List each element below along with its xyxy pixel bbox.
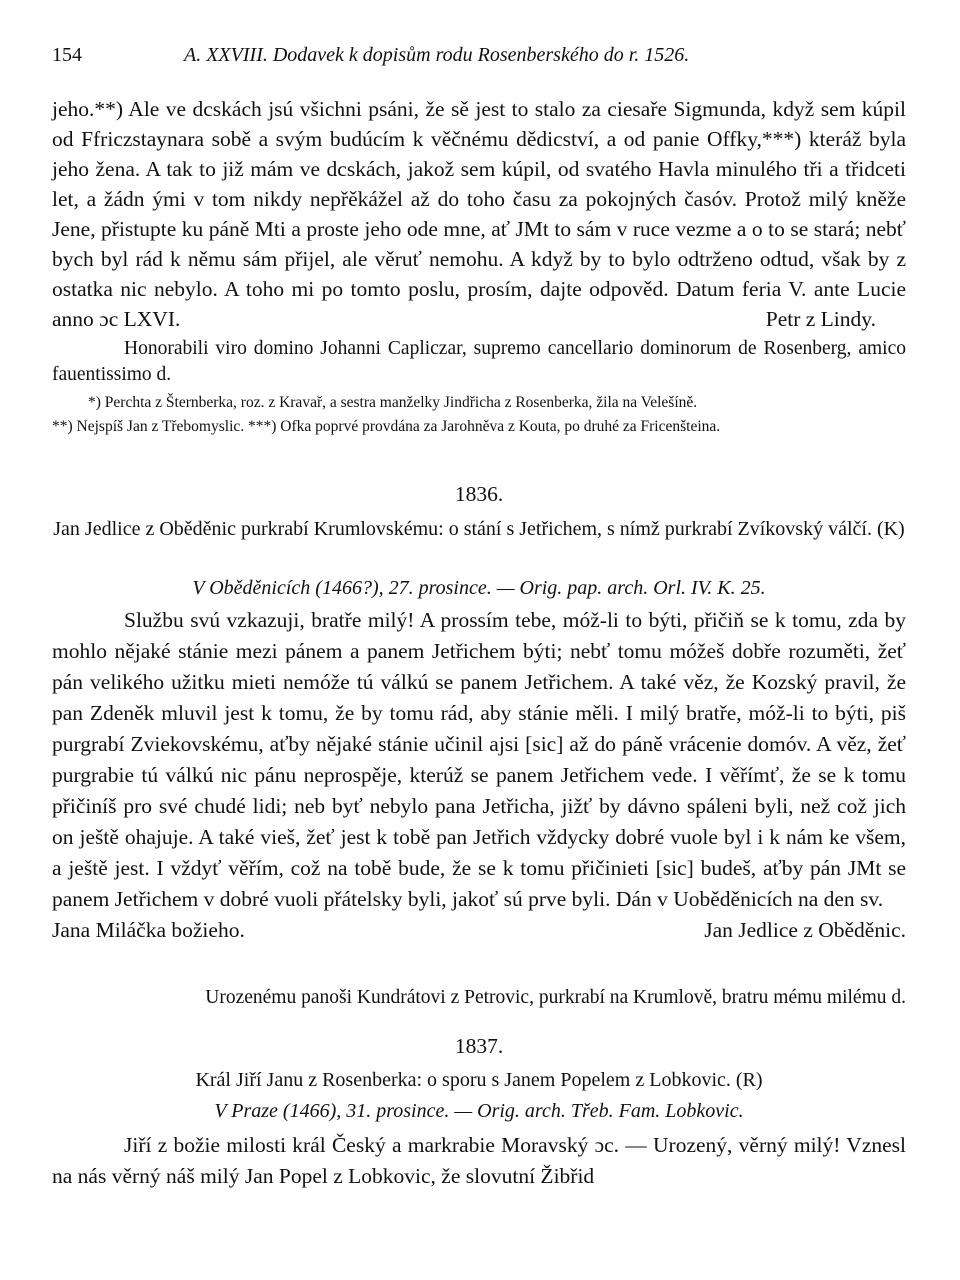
- document-body-1836: Službu svú vzkazuji, bratře milý! A prossím tebe, móž-li to býti, přičiň se k tomu, zda by mohlo nějaké stánie mezi pánem a panem Jetřichem býti; nebť tomu móžeš dobře rozuměti, žeť pán velikého užitku mieti nemóže tú válkú se panem Jetřichem. A také věz, že Kozský pravil, že pan Zdeněk mluvil jest k tomu, že by tomu rád, aby stánie měli. I milý bratře, móž-li to býti, piš purgrabí Zviekovskému, aťby nějaké stánie učinil ajsi [sic] až do páně vrácenie domóv. A věz, žeť purgrabie tú válkú nic pánu neprospěje, kterúž se panem Jetřichem vede. I věřímť, že se k tomu přičiníš pro své chudé lidi; neb byť nebylo pana Jetřicha, jižť by dávno spáleni byli, než což jich on ještě ohajuje. A také vieš, žeť jest k tobě pan Jetřich vždycky dobré vuole byl i k nám ke všem, a ještě jest. I vždyť věřím, což na tobě bude, že se k tomu přičinieti [sic] budeš, aťby pán JMt se panem Jetřichem v dobré vuoli přátelsky byli, jakoť sú prve byli. Dán v Uoběděnicích na den sv. Jana Miláčka božieho. Jan Jedlice z Oběděnic.: [52, 605, 906, 946]
- running-title: A. XXVIII. Dodavek k dopisům rodu Rosenberského do r. 1526.: [184, 44, 690, 66]
- page-header: [52, 44, 906, 74]
- continuation-text: jeho.**) Ale ve dcskách jsú všichni psáni, že sě jest to stalo za ciesaře Sigmunda, když sem kúpil od Ffriczstaynara sobě a svým budúcím k věčnému dědicství, a od panie Offky,***) kteráž byla jeho žena. A tak to již mám ve dcskách, jakož sem kúpil, od svatého Havla minulého tři a třidceti let, a žádn ými v tom nikdy nepřěkážel až do toho času za pokojných časóv. Protož milý kněže Jene, přistupte ku páně Mti a proste jeho ode mne, ať JMt to sám v ruce vezme a o to se stará; nebť bych byl rád k němu sám přijel, ale věruť nemohu. A když by to bylo odtrženo odtud, však by z ostatka nic nebylo. A toho mi po tomto poslu, prosím, dajte odpověd. Datum feria V. ante Lucie anno ɔc LXVI. Petr z Lindy.: [52, 94, 906, 334]
- closing-signature-row: [52, 915, 906, 946]
- document-source-1836: V Oběděnicích (1466?), 27. prosince. — Orig. pap. arch. Orl. IV. K. 25.: [192, 577, 766, 599]
- document-source-1837: V Praze (1466), 31. prosince. — Orig. arch. Třeb. Fam. Lobkovic.: [214, 1100, 744, 1122]
- footnote-2: **) Nejspíš Jan z Třebomyslic. ***) Ofka poprvé provdána za Jarohněva z Kouta, po druhé za Fricenšteina.: [52, 418, 721, 435]
- continuation-letter: [52, 94, 906, 438]
- continuation-signature: Petr z Lindy.: [765, 307, 876, 331]
- document-title-1837: Král Jiří Janu z Rosenberka: o sporu s Janem Popelem z Lobkovic. (R): [195, 1069, 763, 1091]
- page-number: 154: [52, 44, 82, 66]
- document-address-1836: Urozenému panoši Kundrátovi z Petrovic, purkrabí na Krumlově, bratru mému milému d.: [205, 987, 906, 1008]
- document-page: [52, 0, 906, 1280]
- closing-line: Jana Miláčka božieho.: [52, 918, 245, 942]
- document-number-1837: 1837.: [454, 1034, 504, 1058]
- document-title-1836: Jan Jedlice z Oběděnic purkrabí Krumlovskému: o stání s Jetřichem, s nímž purkrabí Zvíkovský válčí. (K): [53, 518, 905, 540]
- document-number-1836: 1836.: [454, 482, 504, 506]
- document-signature-1836: Jan Jedlice z Oběděnic.: [704, 918, 906, 942]
- document-body-1837: Jiří z božie milosti král Český a markrabie Moravský ɔc. — Urozený, věrný milý! Vznesl na nás věrný náš milý Jan Popel z Lobkovic, že slovutní Žibřid: [52, 1133, 906, 1188]
- continuation-address: Honorabili viro domino Johanni Capliczar, supremo cancellario dominorum de Rosenberg, amico fauentissimo d.: [52, 338, 906, 385]
- footnote-1: *) Perchta z Šternberka, roz. z Kravař, a sestra manželky Jindřicha z Rosenberka, žila na Velešíně.: [88, 394, 698, 411]
